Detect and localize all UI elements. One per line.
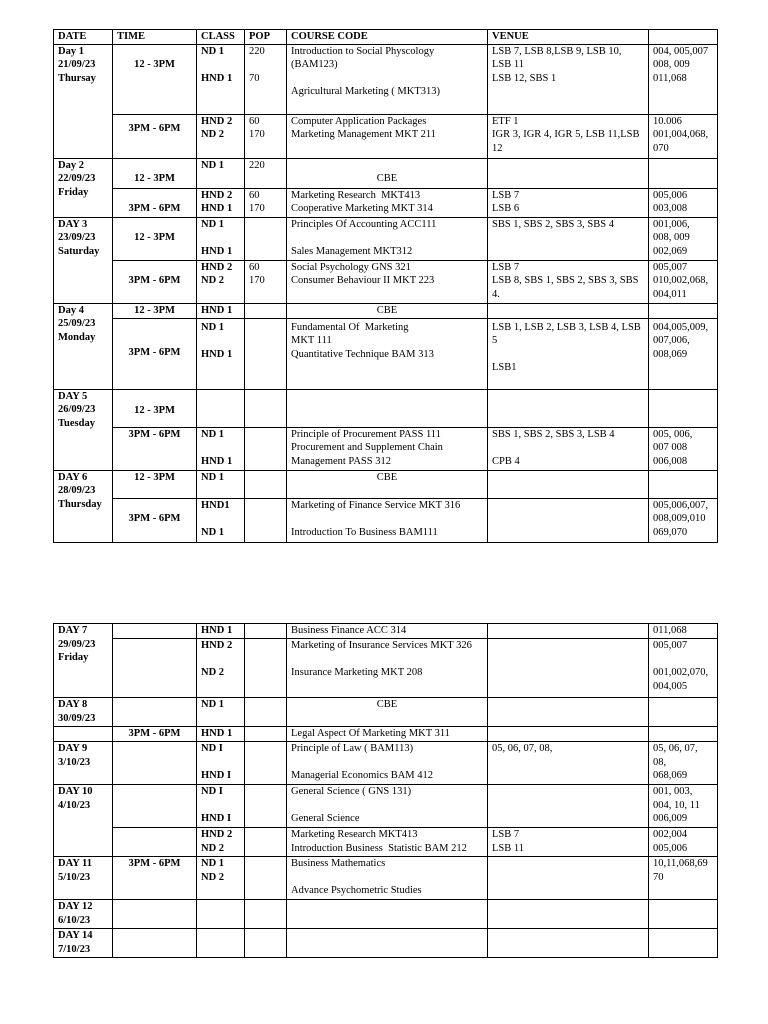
cbe-cell: CBE xyxy=(287,158,488,188)
course-cell: Marketing Research MKT413 Introduction Business Statistic BAM 212 xyxy=(287,828,488,857)
pop-cell xyxy=(245,624,287,639)
pop-cell xyxy=(245,857,287,900)
table-row xyxy=(54,303,718,318)
codes-cell: 10,11,068,69 70 xyxy=(649,857,718,900)
pop-cell xyxy=(245,217,287,260)
course-cell: Marketing Research MKT413 Cooperative Marketing MKT 314 xyxy=(287,188,488,217)
time-cell xyxy=(113,828,197,857)
table-row xyxy=(54,929,718,958)
date-cell: Day 1 21/09/23 Thursay xyxy=(54,44,113,158)
date-cell: DAY 12 6/10/23 xyxy=(54,900,113,929)
pop-cell xyxy=(245,900,287,929)
class-cell: HND 1 xyxy=(197,727,245,742)
course-cell: Computer Application Packages Marketing Management MKT 211 xyxy=(287,114,488,158)
class-cell: ND 1 HND 1 xyxy=(197,44,245,114)
course-cell: Marketing of Finance Service MKT 316 Introduction To Business BAM111 xyxy=(287,498,488,542)
time-cell: 3PM - 6PM xyxy=(113,114,197,158)
time-cell: 12 - 3PM xyxy=(113,158,197,188)
exam-timetable-part-1 xyxy=(53,29,718,543)
pop-cell: 60 170 xyxy=(245,260,287,303)
venue-cell xyxy=(488,727,649,742)
date-cell: DAY 10 4/10/23 xyxy=(54,785,113,857)
course-cell: Principles Of Accounting ACC111 Sales Management MKT312 xyxy=(287,217,488,260)
venue-cell xyxy=(488,639,649,698)
class-cell: ND 1 HND 1 xyxy=(197,427,245,470)
codes-cell: 05, 06, 07, 08, 068,069 xyxy=(649,742,718,785)
class-cell: ND 1 HND 1 xyxy=(197,318,245,389)
venue-cell: SBS 1, SBS 2, SBS 3, SBS 4 xyxy=(488,217,649,260)
venue-cell xyxy=(488,624,649,639)
codes-cell: 10.006 001,004,068, 070 xyxy=(649,114,718,158)
class-cell xyxy=(197,900,245,929)
codes-cell: 005,007 010,002,068, 004,011 xyxy=(649,260,718,303)
pop-cell xyxy=(245,318,287,389)
pop-cell xyxy=(245,427,287,470)
venue-cell xyxy=(488,470,649,498)
class-cell: ND I HND I xyxy=(197,742,245,785)
class-cell: ND 1 xyxy=(197,158,245,188)
pop-cell xyxy=(245,639,287,698)
cbe-cell: CBE xyxy=(287,470,488,498)
codes-cell: 011,068 xyxy=(649,624,718,639)
header-date: DATE xyxy=(54,30,113,45)
venue-cell: ETF 1 IGR 3, IGR 4, IGR 5, LSB 11,LSB 12 xyxy=(488,114,649,158)
date-cell: DAY 8 30/09/23 xyxy=(54,698,113,727)
venue-cell xyxy=(488,698,649,727)
table-row xyxy=(54,44,718,114)
venue-cell: LSB 7 LSB 8, SBS 1, SBS 2, SBS 3, SBS 4. xyxy=(488,260,649,303)
venue-cell xyxy=(488,785,649,828)
pop-cell xyxy=(245,828,287,857)
course-cell xyxy=(287,929,488,958)
venue-cell: SBS 1, SBS 2, SBS 3, LSB 4 CPB 4 xyxy=(488,427,649,470)
pop-cell: 220 70 xyxy=(245,44,287,114)
codes-cell: 001,006, 008, 009 002,069 xyxy=(649,217,718,260)
time-cell xyxy=(113,929,197,958)
codes-cell xyxy=(649,158,718,188)
pop-cell xyxy=(245,727,287,742)
codes-cell xyxy=(649,470,718,498)
codes-cell: 005,006 003,008 xyxy=(649,188,718,217)
table-row xyxy=(54,742,718,785)
time-cell: 12 - 3PM xyxy=(113,389,197,427)
cbe-cell: CBE xyxy=(287,698,488,727)
time-cell: 3PM - 6PM xyxy=(113,188,197,217)
venue-cell: LSB 7 LSB 6 xyxy=(488,188,649,217)
table-row xyxy=(54,828,718,857)
class-cell: ND 1 ND 2 xyxy=(197,857,245,900)
venue-cell xyxy=(488,900,649,929)
class-cell: HND 2 HND 1 xyxy=(197,188,245,217)
table-row xyxy=(54,900,718,929)
codes-cell: 005,007 001,002,070, 004,005 xyxy=(649,639,718,698)
table-row xyxy=(54,158,718,188)
table-row xyxy=(54,624,718,639)
date-cell: DAY 14 7/10/23 xyxy=(54,929,113,958)
class-cell: HND 1 xyxy=(197,303,245,318)
header-row xyxy=(54,30,718,45)
course-cell: Principle of Procurement PASS 111 Procurement and Supplement Chain Management PASS 312 xyxy=(287,427,488,470)
table-row xyxy=(54,427,718,470)
pop-cell xyxy=(245,303,287,318)
course-cell: Business Finance ACC 314 xyxy=(287,624,488,639)
pop-cell xyxy=(245,389,287,427)
codes-cell xyxy=(649,698,718,727)
time-cell xyxy=(113,639,197,698)
codes-cell xyxy=(649,929,718,958)
date-cell: DAY 6 28/09/23 Thursday xyxy=(54,470,113,542)
date-cell: DAY 7 29/09/23 Friday xyxy=(54,624,113,698)
class-cell xyxy=(197,929,245,958)
course-cell: Legal Aspect Of Marketing MKT 311 xyxy=(287,727,488,742)
time-cell xyxy=(113,624,197,639)
table-row xyxy=(54,785,718,828)
course-cell: Principle of Law ( BAM113) Managerial Economics BAM 412 xyxy=(287,742,488,785)
codes-cell: 004, 005,007 008, 009 011,068 xyxy=(649,44,718,114)
venue-cell: 05, 06, 07, 08, xyxy=(488,742,649,785)
pop-cell: 60 170 xyxy=(245,114,287,158)
codes-cell: 005,006,007, 008,009,010 069,070 xyxy=(649,498,718,542)
course-cell: Business Mathematics Advance Psychometric Studies xyxy=(287,857,488,900)
time-cell: 3PM - 6PM xyxy=(113,427,197,470)
pop-cell: 60 170 xyxy=(245,188,287,217)
venue-cell: LSB 7 LSB 11 xyxy=(488,828,649,857)
course-cell: Marketing of Insurance Services MKT 326 Insurance Marketing MKT 208 xyxy=(287,639,488,698)
codes-cell xyxy=(649,389,718,427)
venue-cell xyxy=(488,158,649,188)
codes-cell: 004,005,009, 007,006, 008,069 xyxy=(649,318,718,389)
class-cell: ND 1 xyxy=(197,470,245,498)
table-row xyxy=(54,727,718,742)
course-cell: Introduction to Social Physcology (BAM123) Agricultural Marketing ( MKT313) xyxy=(287,44,488,114)
codes-cell xyxy=(649,900,718,929)
class-cell xyxy=(197,389,245,427)
table-row xyxy=(54,114,718,158)
pop-cell: 220 xyxy=(245,158,287,188)
venue-cell xyxy=(488,303,649,318)
time-cell: 12 - 3PM xyxy=(113,470,197,498)
table-row xyxy=(54,318,718,389)
class-cell: HND1 ND 1 xyxy=(197,498,245,542)
venue-cell xyxy=(488,498,649,542)
course-cell xyxy=(287,900,488,929)
codes-cell: 002,004 005,006 xyxy=(649,828,718,857)
table-row xyxy=(54,188,718,217)
time-cell: 3PM - 6PM xyxy=(113,318,197,389)
codes-cell: 005, 006, 007 008 006,008 xyxy=(649,427,718,470)
venue-cell xyxy=(488,929,649,958)
time-cell xyxy=(113,785,197,828)
class-cell: HND 2 ND 2 xyxy=(197,639,245,698)
course-cell: General Science ( GNS 131) General Science xyxy=(287,785,488,828)
header-pop: POP xyxy=(245,30,287,45)
header-venue: VENUE xyxy=(488,30,649,45)
date-cell xyxy=(54,727,113,742)
time-cell: 12 - 3PM xyxy=(113,217,197,260)
time-cell xyxy=(113,742,197,785)
time-cell xyxy=(113,900,197,929)
table-row xyxy=(54,639,718,698)
time-cell: 3PM - 6PM xyxy=(113,727,197,742)
codes-cell xyxy=(649,727,718,742)
venue-cell: LSB 1, LSB 2, LSB 3, LSB 4, LSB 5 LSB1 xyxy=(488,318,649,389)
table-row xyxy=(54,857,718,900)
table-row xyxy=(54,260,718,303)
class-cell: HND 2 ND 2 xyxy=(197,114,245,158)
exam-timetable-part-2 xyxy=(53,623,718,958)
pop-cell xyxy=(245,742,287,785)
time-cell: 3PM - 6PM xyxy=(113,857,197,900)
header-codes xyxy=(649,30,718,45)
venue-cell xyxy=(488,389,649,427)
date-cell: DAY 11 5/10/23 xyxy=(54,857,113,900)
table-row xyxy=(54,698,718,727)
time-cell: 3PM - 6PM xyxy=(113,498,197,542)
time-cell xyxy=(113,698,197,727)
time-cell: 12 - 3PM xyxy=(113,303,197,318)
pop-cell xyxy=(245,785,287,828)
venue-cell: LSB 7, LSB 8,LSB 9, LSB 10, LSB 11 LSB 12, SBS 1 xyxy=(488,44,649,114)
venue-cell xyxy=(488,857,649,900)
header-course-code: COURSE CODE xyxy=(287,30,488,45)
class-cell: HND 2 ND 2 xyxy=(197,828,245,857)
date-cell: DAY 3 23/09/23 Saturday xyxy=(54,217,113,303)
date-cell: DAY 5 26/09/23 Tuesday xyxy=(54,389,113,470)
class-cell: ND 1 HND 1 xyxy=(197,217,245,260)
table-row xyxy=(54,389,718,427)
date-cell: Day 2 22/09/23 Friday xyxy=(54,158,113,217)
date-cell: DAY 9 3/10/23 xyxy=(54,742,113,785)
class-cell: HND 1 xyxy=(197,624,245,639)
pop-cell xyxy=(245,470,287,498)
class-cell: ND I HND I xyxy=(197,785,245,828)
pop-cell xyxy=(245,929,287,958)
time-cell: 3PM - 6PM xyxy=(113,260,197,303)
date-cell: Day 4 25/09/23 Monday xyxy=(54,303,113,389)
codes-cell xyxy=(649,303,718,318)
table-row xyxy=(54,498,718,542)
time-cell: 12 - 3PM xyxy=(113,44,197,114)
table-row xyxy=(54,217,718,260)
codes-cell: 001, 003, 004, 10, 11 006,009 xyxy=(649,785,718,828)
class-cell: ND 1 xyxy=(197,698,245,727)
cbe-cell: CBE xyxy=(287,303,488,318)
pop-cell xyxy=(245,698,287,727)
course-cell: Social Psychology GNS 321 Consumer Behaviour II MKT 223 xyxy=(287,260,488,303)
course-cell: Fundamental Of Marketing MKT 111 Quantitative Technique BAM 313 xyxy=(287,318,488,389)
class-cell: HND 2 ND 2 xyxy=(197,260,245,303)
header-time: TIME xyxy=(113,30,197,45)
table-row xyxy=(54,470,718,498)
header-class: CLASS xyxy=(197,30,245,45)
pop-cell xyxy=(245,498,287,542)
course-cell xyxy=(287,389,488,427)
